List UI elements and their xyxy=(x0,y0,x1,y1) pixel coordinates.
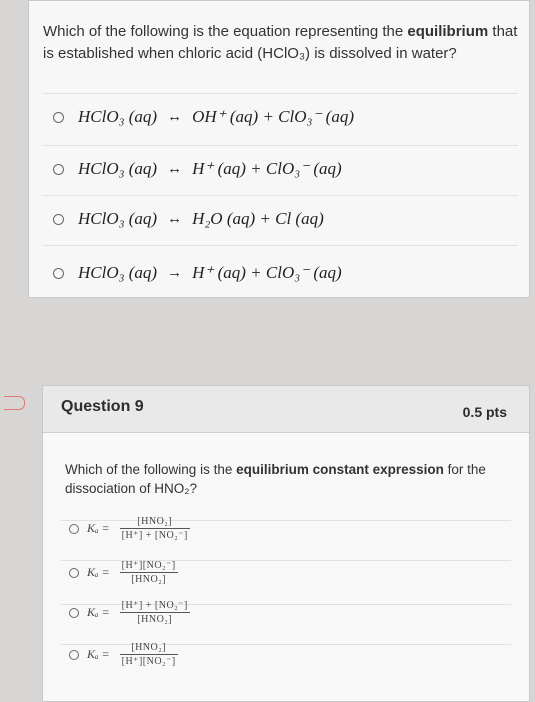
fraction-bar xyxy=(120,528,190,529)
radio-button[interactable] xyxy=(53,268,64,279)
fraction xyxy=(120,642,178,667)
equilibrium-arrow-icon: ↔ xyxy=(167,108,183,125)
radio-button[interactable] xyxy=(69,650,79,660)
radio-button[interactable] xyxy=(53,214,64,225)
question-9-card xyxy=(42,385,530,702)
radio-button[interactable] xyxy=(69,608,79,618)
prompt-bold-text: equilibrium constant expression xyxy=(236,462,444,477)
divider xyxy=(43,145,518,146)
k-option-4[interactable] xyxy=(69,642,178,667)
answer-option-1[interactable] xyxy=(53,107,354,127)
k-option-2[interactable] xyxy=(69,560,178,585)
k-label: Kₐ = xyxy=(87,605,110,619)
numerator: [H⁺][NO₂⁻] xyxy=(121,560,176,571)
numerator: [HNO₂] xyxy=(131,642,167,653)
right-arrow-icon: → xyxy=(167,264,183,281)
radio-button[interactable] xyxy=(53,164,64,175)
equilibrium-arrow-icon: ↔ xyxy=(167,160,183,177)
question-8-prompt xyxy=(43,21,518,65)
k-label: Kₐ = xyxy=(87,521,110,535)
fraction-bar xyxy=(120,612,190,613)
question-title: Question 9 xyxy=(61,398,144,415)
prompt-text-end: for the dissociation of HNO₂? xyxy=(65,462,486,496)
numerator: [H⁺] + [NO₂⁻] xyxy=(121,600,188,611)
denominator: [H⁺] + [NO₂⁻] xyxy=(121,530,188,541)
bookmark-flag-icon[interactable] xyxy=(4,396,25,410)
question-9-prompt xyxy=(65,460,515,498)
denominator: [HNO₂] xyxy=(131,574,167,585)
denominator: [H⁺][NO₂⁻] xyxy=(121,656,176,667)
products: H⁺ (aq) + ClO₃⁻ (aq) xyxy=(192,159,342,178)
radio-button[interactable] xyxy=(53,112,64,123)
question-points: 0.5 pts xyxy=(462,404,507,420)
answer-option-2[interactable] xyxy=(53,159,342,179)
question-8-card xyxy=(28,0,530,298)
radio-button[interactable] xyxy=(69,524,79,534)
radio-button[interactable] xyxy=(69,568,79,578)
products: OH⁺ (aq) + ClO₃⁻ (aq) xyxy=(192,107,354,126)
fraction xyxy=(120,560,178,585)
k-label: Kₐ = xyxy=(87,565,110,579)
k-option-3[interactable] xyxy=(69,600,190,625)
question-9-header xyxy=(43,386,529,433)
reactant: HClO₃ (aq) xyxy=(78,209,158,228)
reactant: HClO₃ (aq) xyxy=(78,159,158,178)
fraction-bar xyxy=(120,654,178,655)
prompt-text: Which of the following is the xyxy=(65,462,237,477)
fraction xyxy=(120,600,190,625)
prompt-text: Which of the following is the equation representing the xyxy=(43,23,408,40)
divider xyxy=(43,93,518,94)
divider xyxy=(43,195,518,196)
products: H⁺ (aq) + ClO₃⁻ (aq) xyxy=(192,263,342,282)
prompt-text-end: that is established when chloric acid (HClO₃) is dissolved in water? xyxy=(43,23,518,62)
denominator: [HNO₂] xyxy=(137,614,173,625)
fraction xyxy=(120,516,190,541)
prompt-bold-text: equilibrium xyxy=(407,23,489,40)
products: H₂O (aq) + Cl (aq) xyxy=(192,209,324,228)
fraction-bar xyxy=(120,572,178,573)
k-label: Kₐ = xyxy=(87,647,110,661)
answer-option-3[interactable] xyxy=(53,209,324,229)
numerator: [HNO₂] xyxy=(137,516,173,527)
equilibrium-arrow-icon: ↔ xyxy=(167,210,183,227)
reactant: HClO₃ (aq) xyxy=(78,263,158,282)
answer-option-4[interactable] xyxy=(53,263,342,283)
k-option-1[interactable] xyxy=(69,516,190,541)
divider xyxy=(43,245,518,246)
reactant: HClO₃ (aq) xyxy=(78,107,158,126)
